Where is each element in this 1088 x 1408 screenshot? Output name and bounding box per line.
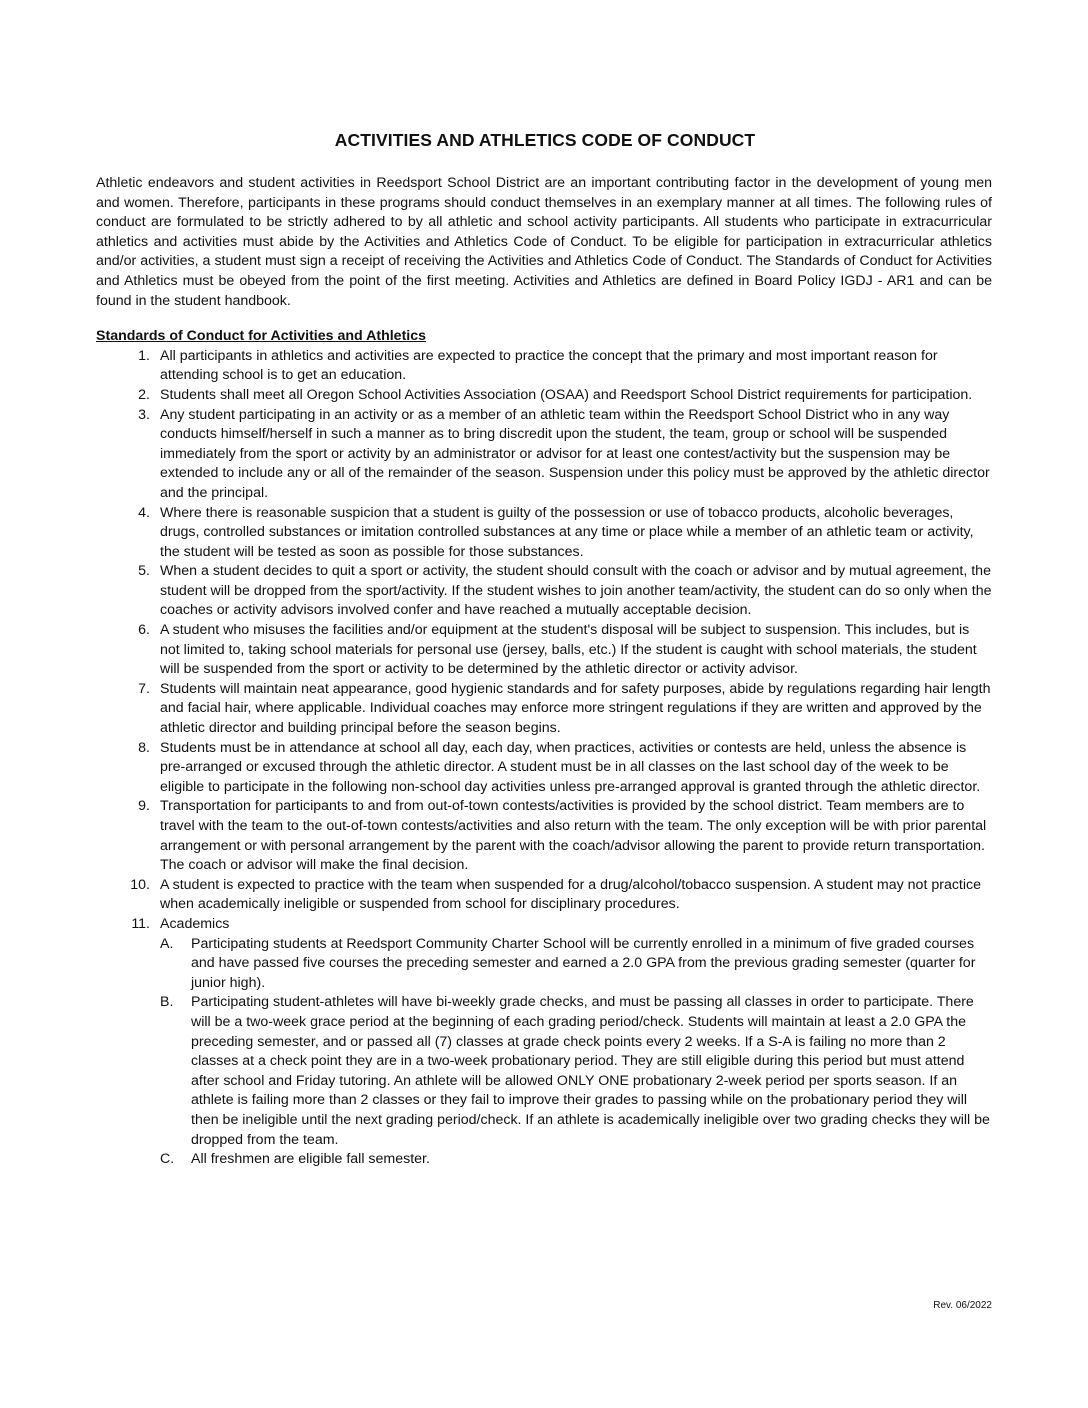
academics-letter: A. <box>160 935 174 952</box>
standard-text: Students will maintain neat appearance, good hygienic standards and for safety purposes, abide by regulations regarding hair length and facial hair, where applicable. Individual coaches may enforce more stringent regulations if they are written and approved by the athletic director and building principal before the season begins. <box>160 680 991 737</box>
academics-text: Participating students at Reedsport Community Charter School will be currently enrolled in a minimum of five graded courses and have passed five courses the preceding semester and earned a 2.0 GPA from the previous grading semester (quarter for junior high). <box>191 935 976 991</box>
academics-letter: C. <box>160 1151 175 1168</box>
standard-number: 8. <box>138 739 150 756</box>
standard-text: A student is expected to practice with the team when suspended for a drug/alcohol/tobacco suspension. A student may not practice when academically ineligible or suspended from school for disciplinary procedures. <box>160 876 982 913</box>
academics-list <box>160 935 992 1170</box>
standard-number: 11. <box>131 915 150 932</box>
standard-item-11 <box>96 915 992 1170</box>
intro-paragraph: Athletic endeavors and student activities in Reedsport School District are an important contributing factor in the development of young men and women. Therefore, participants in these programs should conduct themselves in an exemplary manner at all times. The following rules of conduct are formulated to be strictly adhered to by all athletic and school activity participants. All students who participate in extracurricular athletics and activities must abide by the Activities and Athletics Code of Conduct. To be eligible for participation in extracurricular athletics and/or activities, a student must sign a receipt of receiving the Activities and Athletics Code of Conduct. The Standards of Conduct for Activities and Athletics must be obeyed from the point of the first meeting. Activities and Athletics are defined in Board Policy IGDJ - AR1 and can be found in the student handbook. <box>96 175 992 309</box>
standard-text: Where there is reasonable suspicion that a student is guilty of the possession or use of tobacco products, alcoholic beverages, drugs, controlled substances or imitation controlled substances at any time or place while a member of an athletic team or activity, the student will be tested as soon as possible for those substances. <box>160 504 974 560</box>
academics-text: Participating student-athletes will have bi-weekly grade checks, and must be passing all classes in order to participate. There will be a two-week grace period at the beginning of each grading period/check. Students will maintain at least a 2.0 GPA the preceding semester, and or passed all (7) classes at grade check points every 2 weeks. If a S-A is failing no more than 2 classes at a check point they are in a two-week probationary period. They are still eligible during this period but must attend after school and Friday tutoring. An athlete will be allowed ONLY ONE probationary 2-week period per sports season. If an athlete is failing more than 2 classes or they fail to improve their grades to passing while on the probationary period they will then be ineligible until the next grading period/check. If an athlete is academically ineligible over two grading checks they will be dropped from the team. <box>191 994 990 1148</box>
standard-text: Academics <box>160 915 230 932</box>
standard-text: All participants in athletics and activities are expected to practice the concept that the primary and most important reason for attending school is to get an education. <box>160 347 938 384</box>
revision-note: Rev. 06/2022 <box>933 1300 992 1311</box>
standard-item-10 <box>96 876 992 915</box>
document-page <box>96 128 992 1170</box>
standard-item-1 <box>96 347 992 386</box>
standard-number: 7. <box>138 680 150 697</box>
standard-item-8 <box>96 739 992 798</box>
standard-text: Students must be in attendance at school all day, each day, when practices, activities or contests are held, unless the absence is pre-arranged or excused through the athletic director. A student must be in all classes on the last school day of the week to be eligible to participate in the following non-school day activities unless pre-arranged approval is granted through the athletic director. <box>160 739 981 795</box>
standard-item-3 <box>96 406 992 504</box>
academics-text: All freshmen are eligible fall semester. <box>191 1151 430 1168</box>
standard-item-5 <box>96 562 992 621</box>
standard-item-4 <box>96 504 992 563</box>
standard-number: 5. <box>138 563 150 580</box>
standard-item-9 <box>96 797 992 875</box>
academics-item-a <box>160 935 992 994</box>
standard-text: Transportation for participants to and from out-of-town contests/activities is provided by the school district. Team members are to travel with the team to the out-of-town contests/activities and also return with the team. The only exception will be with prior parental arrangement or with personal arrangement by the parent with the coach/advisor allowing the parent to provide return transportation. The coach or advisor will make the final decision. <box>160 798 987 874</box>
standard-number: 6. <box>138 622 150 639</box>
section-heading: Standards of Conduct for Activities and Athletics <box>96 328 427 345</box>
standard-number: 9. <box>138 798 150 815</box>
standard-text: A student who misuses the facilities and/or equipment at the student's disposal will be subject to suspension. This includes, but is not limited to, taking school materials for personal use (jersey, balls, etc.) If the student is caught with school materials, the student will be suspended from the sport or activity to be determined by the athletic director or activity advisor. <box>160 622 977 678</box>
standard-number: 2. <box>138 386 150 403</box>
standard-text: When a student decides to quit a sport or activity, the student should consult with the coach or advisor and by mutual agreement, the student will be dropped from the sport/activity. If the student wishes to join another team/activity, the student can do so only when the coaches or activity advisors involved confer and have reached a mutually acceptable decision. <box>160 563 992 619</box>
standard-item-6 <box>96 621 992 680</box>
standard-text: Students shall meet all Oregon School Activities Association (OSAA) and Reedsport School District requirements for participation. <box>160 386 973 403</box>
document-title: ACTIVITIES AND ATHLETICS CODE OF CONDUCT <box>334 130 756 150</box>
standard-number: 3. <box>138 406 150 423</box>
standard-number: 4. <box>138 504 150 521</box>
academics-letter: B. <box>160 994 174 1011</box>
academics-item-c <box>160 1150 992 1170</box>
standard-text: Any student participating in an activity or as a member of an athletic team within the Reedsport School District who in any way conducts himself/herself in such a manner as to bring discredit upon the student, the team, group or school will be suspended immediately from the sport or activity by an administrator or advisor for at least one contest/activity but the suspension may be extended to include any or all of the remainder of the season. Suspension under this policy must be approved by the athletic director and the principal. <box>160 406 990 501</box>
standard-item-7 <box>96 680 992 739</box>
standard-item-2 <box>96 386 992 406</box>
standards-list <box>96 347 992 1170</box>
standard-number: 1. <box>138 347 150 364</box>
standard-number: 10. <box>130 876 150 893</box>
academics-item-b <box>160 993 992 1150</box>
